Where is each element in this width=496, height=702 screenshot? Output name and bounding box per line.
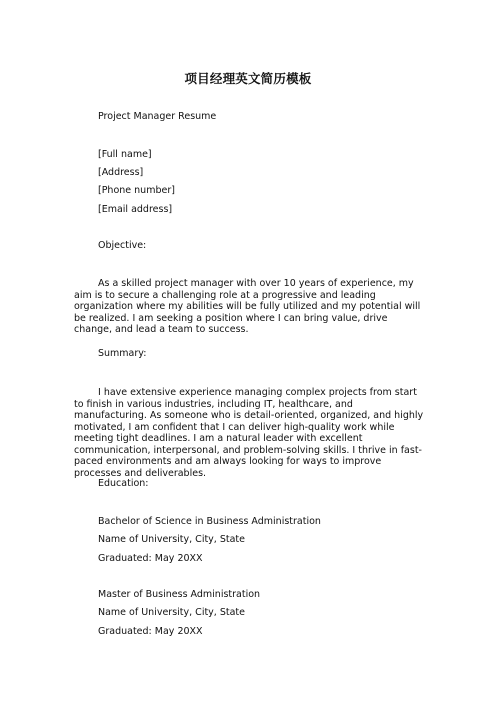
contact-full-name: [Full name]: [98, 149, 152, 160]
education-school: Name of University, City, State: [98, 534, 245, 545]
contact-phone: [Phone number]: [98, 185, 175, 196]
education-degree: Master of Business Administration: [98, 589, 261, 600]
summary-text: I have extensive experience managing complex projects from start to finish in various industries, including IT, healthcare, and manufacturing. As someone who is detail-oriented, organized, and highly motivated, I am confident that I can deliver high-quality work while meeting tight deadlines. I am a natural leader with excellent communication, interpersonal, and problem-solving skills. I thrive in fast-paced environments and am always looking for ways to improve processes and deliverables.: [74, 387, 424, 479]
summary-heading: Summary:: [98, 348, 147, 359]
contact-email: [Email address]: [98, 204, 173, 215]
education-heading: Education:: [98, 478, 149, 489]
education-degree: Bachelor of Science in Business Administration: [98, 516, 321, 527]
document-title: 项目经理英文简历模板: [184, 71, 312, 86]
objective-heading: Objective:: [98, 240, 147, 251]
education-graduated: Graduated: May 20XX: [98, 626, 203, 637]
education-graduated: Graduated: May 20XX: [98, 553, 203, 564]
contact-address: [Address]: [98, 167, 144, 178]
resume-subtitle: Project Manager Resume: [98, 111, 217, 122]
objective-text: As a skilled project manager with over 10 years of experience, my aim is to secure a challenging role at a progressive and leading organization where my abilities will be fully utilized and my potential will be realized. I am seeking a position where I can bring value, drive change, and lead a team to success.: [74, 278, 421, 335]
education-school: Name of University, City, State: [98, 607, 245, 618]
